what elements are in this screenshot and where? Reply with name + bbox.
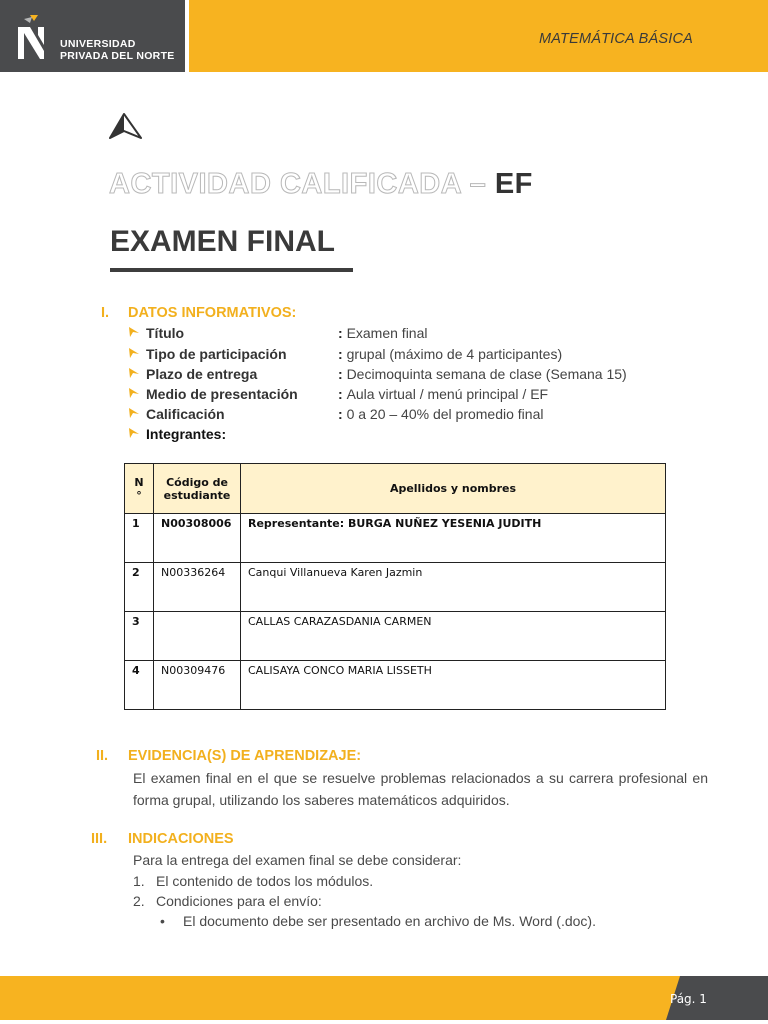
evidence-text: El examen final en el que se resuelve problemas relacionados a su carrera profesional en forma grupal, utilizando los saberes matemáticos adquiridos.: [133, 770, 708, 808]
table-header-row: [125, 464, 666, 514]
info-row: Integrantes:: [128, 426, 728, 446]
university-logo-block: [0, 0, 185, 72]
bullet-item-text: El documento debe ser presentado en archivo de Ms. Word (.doc).: [183, 913, 596, 929]
info-row: Plazo de entrega : Decimoquinta semana de clase (Semana 15): [128, 366, 728, 386]
info-row: Título : Examen final: [128, 325, 728, 345]
section-1-title: DATOS INFORMATIVOS:: [128, 305, 297, 321]
page-title: EXAMEN FINAL: [110, 225, 335, 258]
table-row: 2 N00336264 Canqui Villanueva Karen Jazmin: [125, 563, 666, 612]
header-student-code: Código de estudiante: [154, 464, 241, 514]
list-item-text: Condiciones para el envío:: [156, 893, 322, 909]
arrow-bullet-icon: [128, 367, 140, 379]
arrow-bullet-icon: [128, 387, 140, 399]
list-item-text: El contenido de todos los módulos.: [156, 873, 374, 889]
section-2-number: II.: [96, 748, 109, 764]
list-item: 2.: [133, 893, 145, 909]
upn-logo-icon: [14, 15, 50, 61]
title-underline: [110, 268, 353, 272]
info-row: Medio de presentación : Aula virtual / menú principal / EF: [128, 386, 728, 406]
table-row: 3 CALLAS CARAZASDANIA CARMEN: [125, 612, 666, 661]
section-1-number: I.: [101, 305, 110, 321]
navigation-arrow-icon: [108, 112, 144, 142]
university-name: UNIVERSIDAD PRIVADA DEL NORTE: [60, 38, 175, 62]
info-row: Calificación : 0 a 20 – 40% del promedio final: [128, 406, 728, 426]
course-title: MATEMÁTICA BÁSICA: [538, 31, 693, 47]
section-2-title: EVIDENCIA(S) DE APRENDIZAJE:: [128, 748, 362, 764]
members-table: [124, 463, 666, 710]
arrow-bullet-icon: [128, 347, 140, 359]
header-number: N °: [125, 464, 154, 514]
bullet-symbol: •: [160, 913, 165, 929]
section-3-title: INDICACIONES: [128, 831, 234, 847]
activity-title: ACTIVIDAD CALIFICADA – EF: [109, 168, 533, 200]
section-3-number: III.: [91, 831, 108, 847]
arrow-bullet-icon: [128, 326, 140, 338]
header-names: Apellidos y nombres: [241, 464, 666, 514]
arrow-bullet-icon: [128, 427, 140, 439]
footer-bar: [0, 976, 680, 1020]
arrow-bullet-icon: [128, 407, 140, 419]
list-item: 1.: [133, 873, 145, 889]
table-row: 1 N00308006 Representante: BURGA NUÑEZ YESENIA JUDITH: [125, 514, 666, 563]
page-number: Pág. 1: [670, 992, 707, 1006]
indications-intro: Para la entrega del examen final se debe considerar:: [133, 852, 462, 868]
table-row: 4 N00309476 CALISAYA CONCO MARIA LISSETH: [125, 661, 666, 710]
info-row: Tipo de participación : grupal (máximo de 4 participantes): [128, 346, 728, 366]
